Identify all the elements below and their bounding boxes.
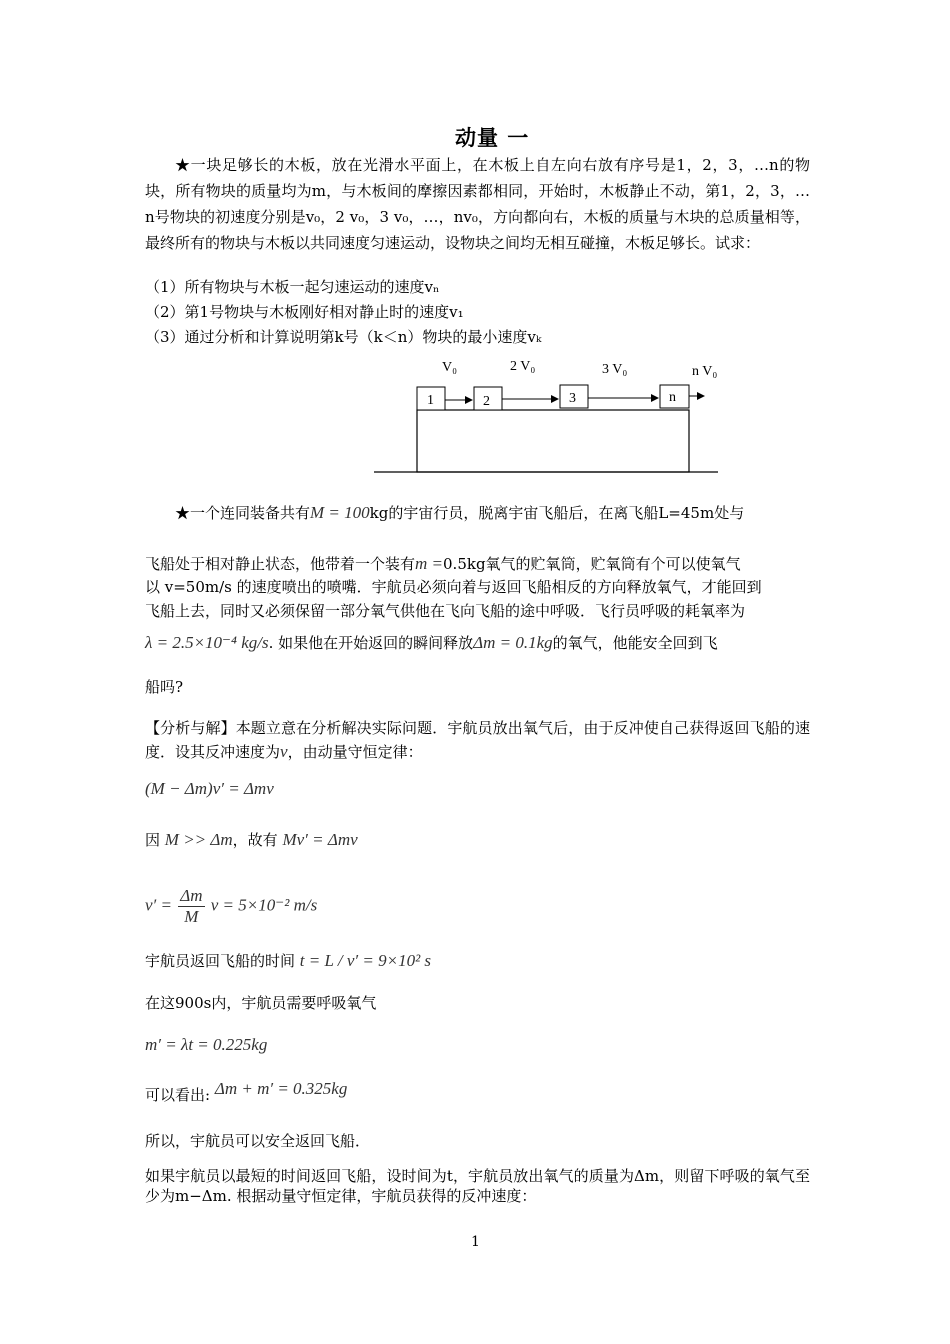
block-label-2: 2: [483, 394, 490, 409]
equation-breathing-oxygen: m′ = λt = 0.225kg: [145, 1035, 268, 1054]
problem1-question-1: （1）所有物块与木板一起匀速运动的速度vₙ: [145, 278, 440, 296]
velocity-label-1: V₀: [442, 360, 457, 375]
block-label-3: 3: [569, 391, 576, 406]
problem2-line-4: 飞船上去，同时又必须保留一部分氧气供他在飞向飞船的途中呼吸．飞行员呼吸的耗氧率为: [145, 602, 746, 620]
problem1-intro: ★一块足够长的木板，放在光滑水平面上，在木板上自左向右放有序号是1，2，3，…n的物块，所有物块的质量均为m，与木板间的摩擦因素都相同，开始时，木板静止不动，第1，2，3，…n号物块的初速度分别是v₀，2 v₀，3 v₀，…，nv₀，方向都向右，木板的质量与木块的总质量相等，最终所有的物块与木板以共同速度匀速运动，设物块之间均无相互碰撞，木板足够长。试求：: [145, 156, 810, 252]
velocity-label-2: 2 V₀: [510, 359, 536, 374]
block-label-n: n: [669, 390, 676, 405]
problem2-line-2: 飞船处于相对静止状态，他带着一个装有m =0.5kg氧气的贮氧筒，贮氧筒有个可以使氧气: [145, 554, 741, 573]
problem1-question-3: （3）通过分析和计算说明第k号（k＜n）物块的最小速度vₖ: [145, 328, 542, 346]
block-label-1: 1: [427, 393, 434, 408]
oxygen-mass-formula: m =: [415, 554, 444, 573]
problem2-line-6: 船吗?: [145, 678, 184, 696]
velocity-label-3: 3 V₀: [602, 362, 628, 377]
page-number: 1: [471, 1234, 480, 1250]
equation-total-oxygen: 可以看出: Δm + m′ = 0.325kg: [145, 1079, 348, 1104]
equation-approximation: 因 M >> Δm，故有 Mv′ = Δmv: [145, 830, 358, 849]
problem2-line-3: 以 v=50m/s 的速度喷出的喷嘴．宇航员必须向着与返回飞船相反的方向释放氧气，才能回到: [145, 578, 762, 596]
oxygen-rate-formula: λ = 2.5×10⁻⁴ kg/s: [145, 633, 269, 652]
breathing-text: 在这900s内，宇航员需要呼吸氧气: [145, 994, 377, 1012]
board-blocks-diagram: [370, 350, 730, 480]
equation-return-time: 宇航员返回飞船的时间 t = L / v′ = 9×10² s: [145, 951, 432, 970]
problem2-line-1: ★一个连同装备共有M = 100kg的宇宙行员，脱离宇宙飞船后，在离飞船L=45m处与: [175, 503, 745, 522]
page-title: 动量 一: [455, 125, 530, 150]
fraction-denominator: M: [184, 907, 199, 926]
wooden-board: [417, 410, 689, 472]
problem1-question-2: （2）第1号物块与木板刚好相对静止时的速度v₁: [145, 303, 464, 321]
equation-momentum: (M − Δm)v′ = Δmv: [145, 779, 274, 798]
released-oxygen-formula: Δm = 0.1kg: [473, 633, 553, 652]
solution-intro: 【分析与解】本题立意在分析解决实际问题．宇航员放出氧气后，由于反冲使自己获得返回飞船的速度．设其反冲速度为v，由动量守恒定律：: [145, 719, 810, 761]
problem2-line-5: λ = 2.5×10⁻⁴ kg/s. 如果他在开始返回的瞬间释放Δm = 0.1kg的氧气，他能安全回到飞: [145, 633, 718, 652]
velocity-label-n: n V₀: [692, 364, 718, 379]
final-paragraph: 如果宇航员以最短的时间返回飞船，设时间为t，宇航员放出氧气的质量为Δm，则留下呼吸的氧气至少为m−Δm. 根据动量守恒定律，宇航员获得的反冲速度：: [145, 1167, 810, 1205]
equation-recoil-velocity: v′ = $\frac{\Delta m}{M}$ v = 5×10⁻² m/s: [145, 886, 318, 926]
mass-formula: M = 100: [310, 503, 370, 522]
conclusion-text: 所以，宇航员可以安全返回飞船．: [145, 1132, 371, 1150]
fraction-numerator: Δm: [180, 886, 203, 905]
